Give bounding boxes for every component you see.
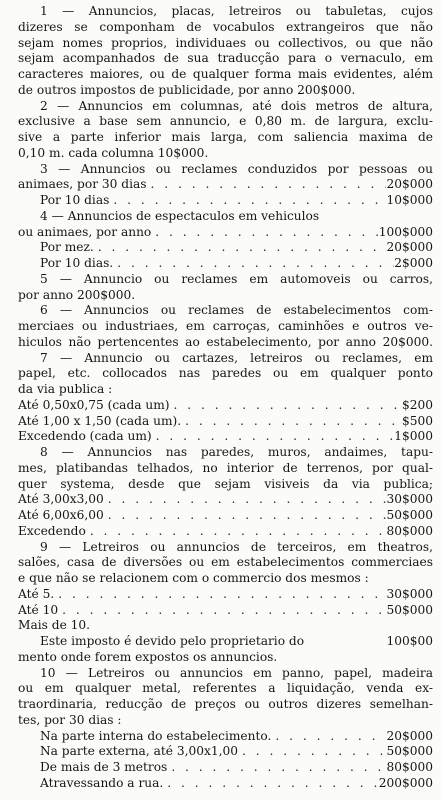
text-line: 0,10 m. cada columna 10$000. <box>18 145 209 160</box>
text-line: 2 — Annuncios em columnas, até dois metros de altura, <box>40 98 433 113</box>
text-line: de outros impostos de publicidade, por anno 200$000. <box>18 82 356 97</box>
tariff-value: 1$000 <box>394 429 433 444</box>
note-value: 100$00 <box>386 634 433 648</box>
text-line: por anno 200$000. <box>18 287 136 302</box>
tariff-label: Até 10 <box>18 602 59 617</box>
dot-leader <box>109 192 386 208</box>
tariff-value: 20$000 <box>386 728 433 743</box>
tariff-label: Na parte externa, até 3,00x1,00 <box>40 744 238 759</box>
tariff-label: Por mez. <box>40 240 94 255</box>
tariff-label: animaes, por 30 dias <box>18 177 147 192</box>
tariff-row <box>18 397 433 413</box>
tariff-value: 80$000 <box>386 760 433 774</box>
dot-leader <box>170 397 402 413</box>
tariff-row <box>18 413 433 429</box>
tariff-row <box>18 523 433 539</box>
tariff-value: 50$000 <box>386 602 433 617</box>
dot-leader <box>163 775 378 791</box>
tariff-label: Excedendo (cada um) <box>18 429 152 444</box>
tariff-value: 10$000 <box>386 193 433 207</box>
tariff-value: 80$000 <box>386 523 433 538</box>
tariff-row <box>18 224 433 240</box>
tariff-value: 200$000 <box>378 775 433 790</box>
note-line <box>40 633 433 649</box>
dot-leader <box>54 586 386 602</box>
tariff-value: 2$000 <box>394 256 433 270</box>
tariff-label: Até 3,00x3,00 <box>18 492 104 507</box>
text-line: papel, etc. collocados nas paredes ou em qualquer ponto <box>18 366 433 381</box>
tariff-label: Na parte interna do estabelecimento. <box>40 728 272 743</box>
tariff-label: De mais de 3 metros <box>40 760 168 774</box>
dot-leader <box>238 743 387 759</box>
text-line: dizeres se componham de vocabulos extrangeiros que não <box>18 19 433 34</box>
note-text: Este imposto é devido pelo proprietario do <box>40 634 305 648</box>
text-line: merciaes ou industriaes, em carroças, caminhões e outros ve- <box>18 319 433 333</box>
tariff-row <box>40 759 433 775</box>
tariff-value: 100$000 <box>378 224 433 239</box>
text-line: mento onde forem expostos os annuncios. <box>18 649 278 664</box>
text-line: 4 — Annuncios de espectaculos em vehiculos <box>40 208 320 223</box>
text-line: 10 — Letreiros ou annuncios em panno, papel, madeira <box>40 665 433 680</box>
tariff-value: $500 <box>401 413 433 428</box>
text-line: 5 — Annuncio ou reclames em automoveis ou carros, <box>40 271 433 286</box>
text-line: tes, por 30 dias : <box>18 712 122 727</box>
tariff-row <box>40 775 433 791</box>
text-line: 8 — Annuncios nas paredes, muros, andaimes, tapu- <box>40 445 433 459</box>
dot-leader <box>167 759 386 775</box>
tariff-label: Por 10 dias. <box>40 256 114 270</box>
tariff-row <box>18 586 433 602</box>
text-line: hiculos não pertencentes ao estabelecimento, por anno 20$000. <box>18 334 433 349</box>
text-line: exclusive a base sem annuncio, e 0,80 m. de largura, exclu- <box>18 114 433 129</box>
text-line: 1 — Annuncios, placas, letreiros ou tabuletas, cujos <box>40 4 433 18</box>
tariff-value: 30$000 <box>386 586 433 601</box>
tariff-row <box>18 602 433 618</box>
dot-leader <box>151 224 378 240</box>
tariff-row <box>18 507 433 523</box>
tariff-label: Até 6,00x6,00 <box>18 508 104 522</box>
tariff-row <box>40 255 433 271</box>
tariff-value: 20$000 <box>386 240 433 255</box>
tariff-value: 50$000 <box>386 508 433 522</box>
tariff-label: Até 0,50x0,75 (cada um) <box>18 397 170 412</box>
dot-leader <box>94 239 387 255</box>
text-line: Mais de 10. <box>18 618 91 633</box>
dot-leader <box>104 491 387 507</box>
dot-leader <box>152 428 395 444</box>
dot-leader <box>58 602 386 618</box>
text-line: mes, platibandas telhados, no interior de terrenos, por qual- <box>18 460 433 475</box>
tariff-row <box>40 728 433 744</box>
tariff-value: 30$000 <box>386 492 433 507</box>
tariff-label: ou animaes, por anno <box>18 224 152 239</box>
tariff-row <box>18 428 433 444</box>
text-line: salões, casa de diversões ou em estabelecimentos commerciaes <box>18 555 433 570</box>
tariff-label: Excedendo <box>18 523 86 538</box>
text-line: 9 — Letreiros ou annuncios de terceiros, em theatros, <box>40 539 433 554</box>
text-line: sejam acompanhados de sua traducção para o vernaculo, em <box>18 51 433 66</box>
dot-leader <box>113 255 394 271</box>
text-line: da via publica : <box>18 382 113 396</box>
tariff-label: Até 5. <box>18 586 55 601</box>
tariff-label: Atravessando a rua. <box>40 775 164 790</box>
tariff-row <box>18 176 433 192</box>
tariff-label: Por 10 dias <box>40 193 110 207</box>
tariff-row <box>40 239 433 255</box>
tariff-row <box>18 491 433 507</box>
dot-leader <box>104 507 387 523</box>
dot-leader <box>181 413 402 429</box>
tariff-label: Até 1,00 x 1,50 (cada um). <box>18 413 182 428</box>
text-line: sejam nomes proprios, individuaes ou collectivos, ou que não <box>18 35 433 50</box>
text-line: ou em qualquer metal, referentes a liquidação, venda ex- <box>18 681 433 696</box>
tariff-value: 20$000 <box>386 177 433 192</box>
text-line: traordinaria, reducção de preços ou outros dizeres semelhan- <box>18 697 433 711</box>
dot-leader <box>147 176 387 192</box>
text-line: 3 — Annuncios ou reclames conduzidos por pessoas ou <box>40 161 433 176</box>
text-line: sive a parte inferior mais larga, com saliencia maxima de <box>18 130 433 144</box>
tariff-value: 50$000 <box>386 744 433 759</box>
text-line: 6 — Annuncios ou reclames de estabelecimentos com- <box>40 303 433 318</box>
tariff-row <box>40 192 433 208</box>
text-line: 7 — Annuncio ou cartazes, letreiros ou reclames, em <box>40 350 433 365</box>
dot-leader <box>86 523 387 539</box>
text-line: e que não se relacionem com o commercio dos mesmos : <box>18 571 369 585</box>
text-line: quer systema, desde que sejam visiveis da via publica; <box>18 476 433 491</box>
tariff-value: $200 <box>401 397 433 412</box>
tariff-row <box>40 743 433 759</box>
dot-leader <box>271 728 386 744</box>
text-line: caracteres maiores, ou de qualquer forma mais evidentes, além <box>18 67 433 81</box>
